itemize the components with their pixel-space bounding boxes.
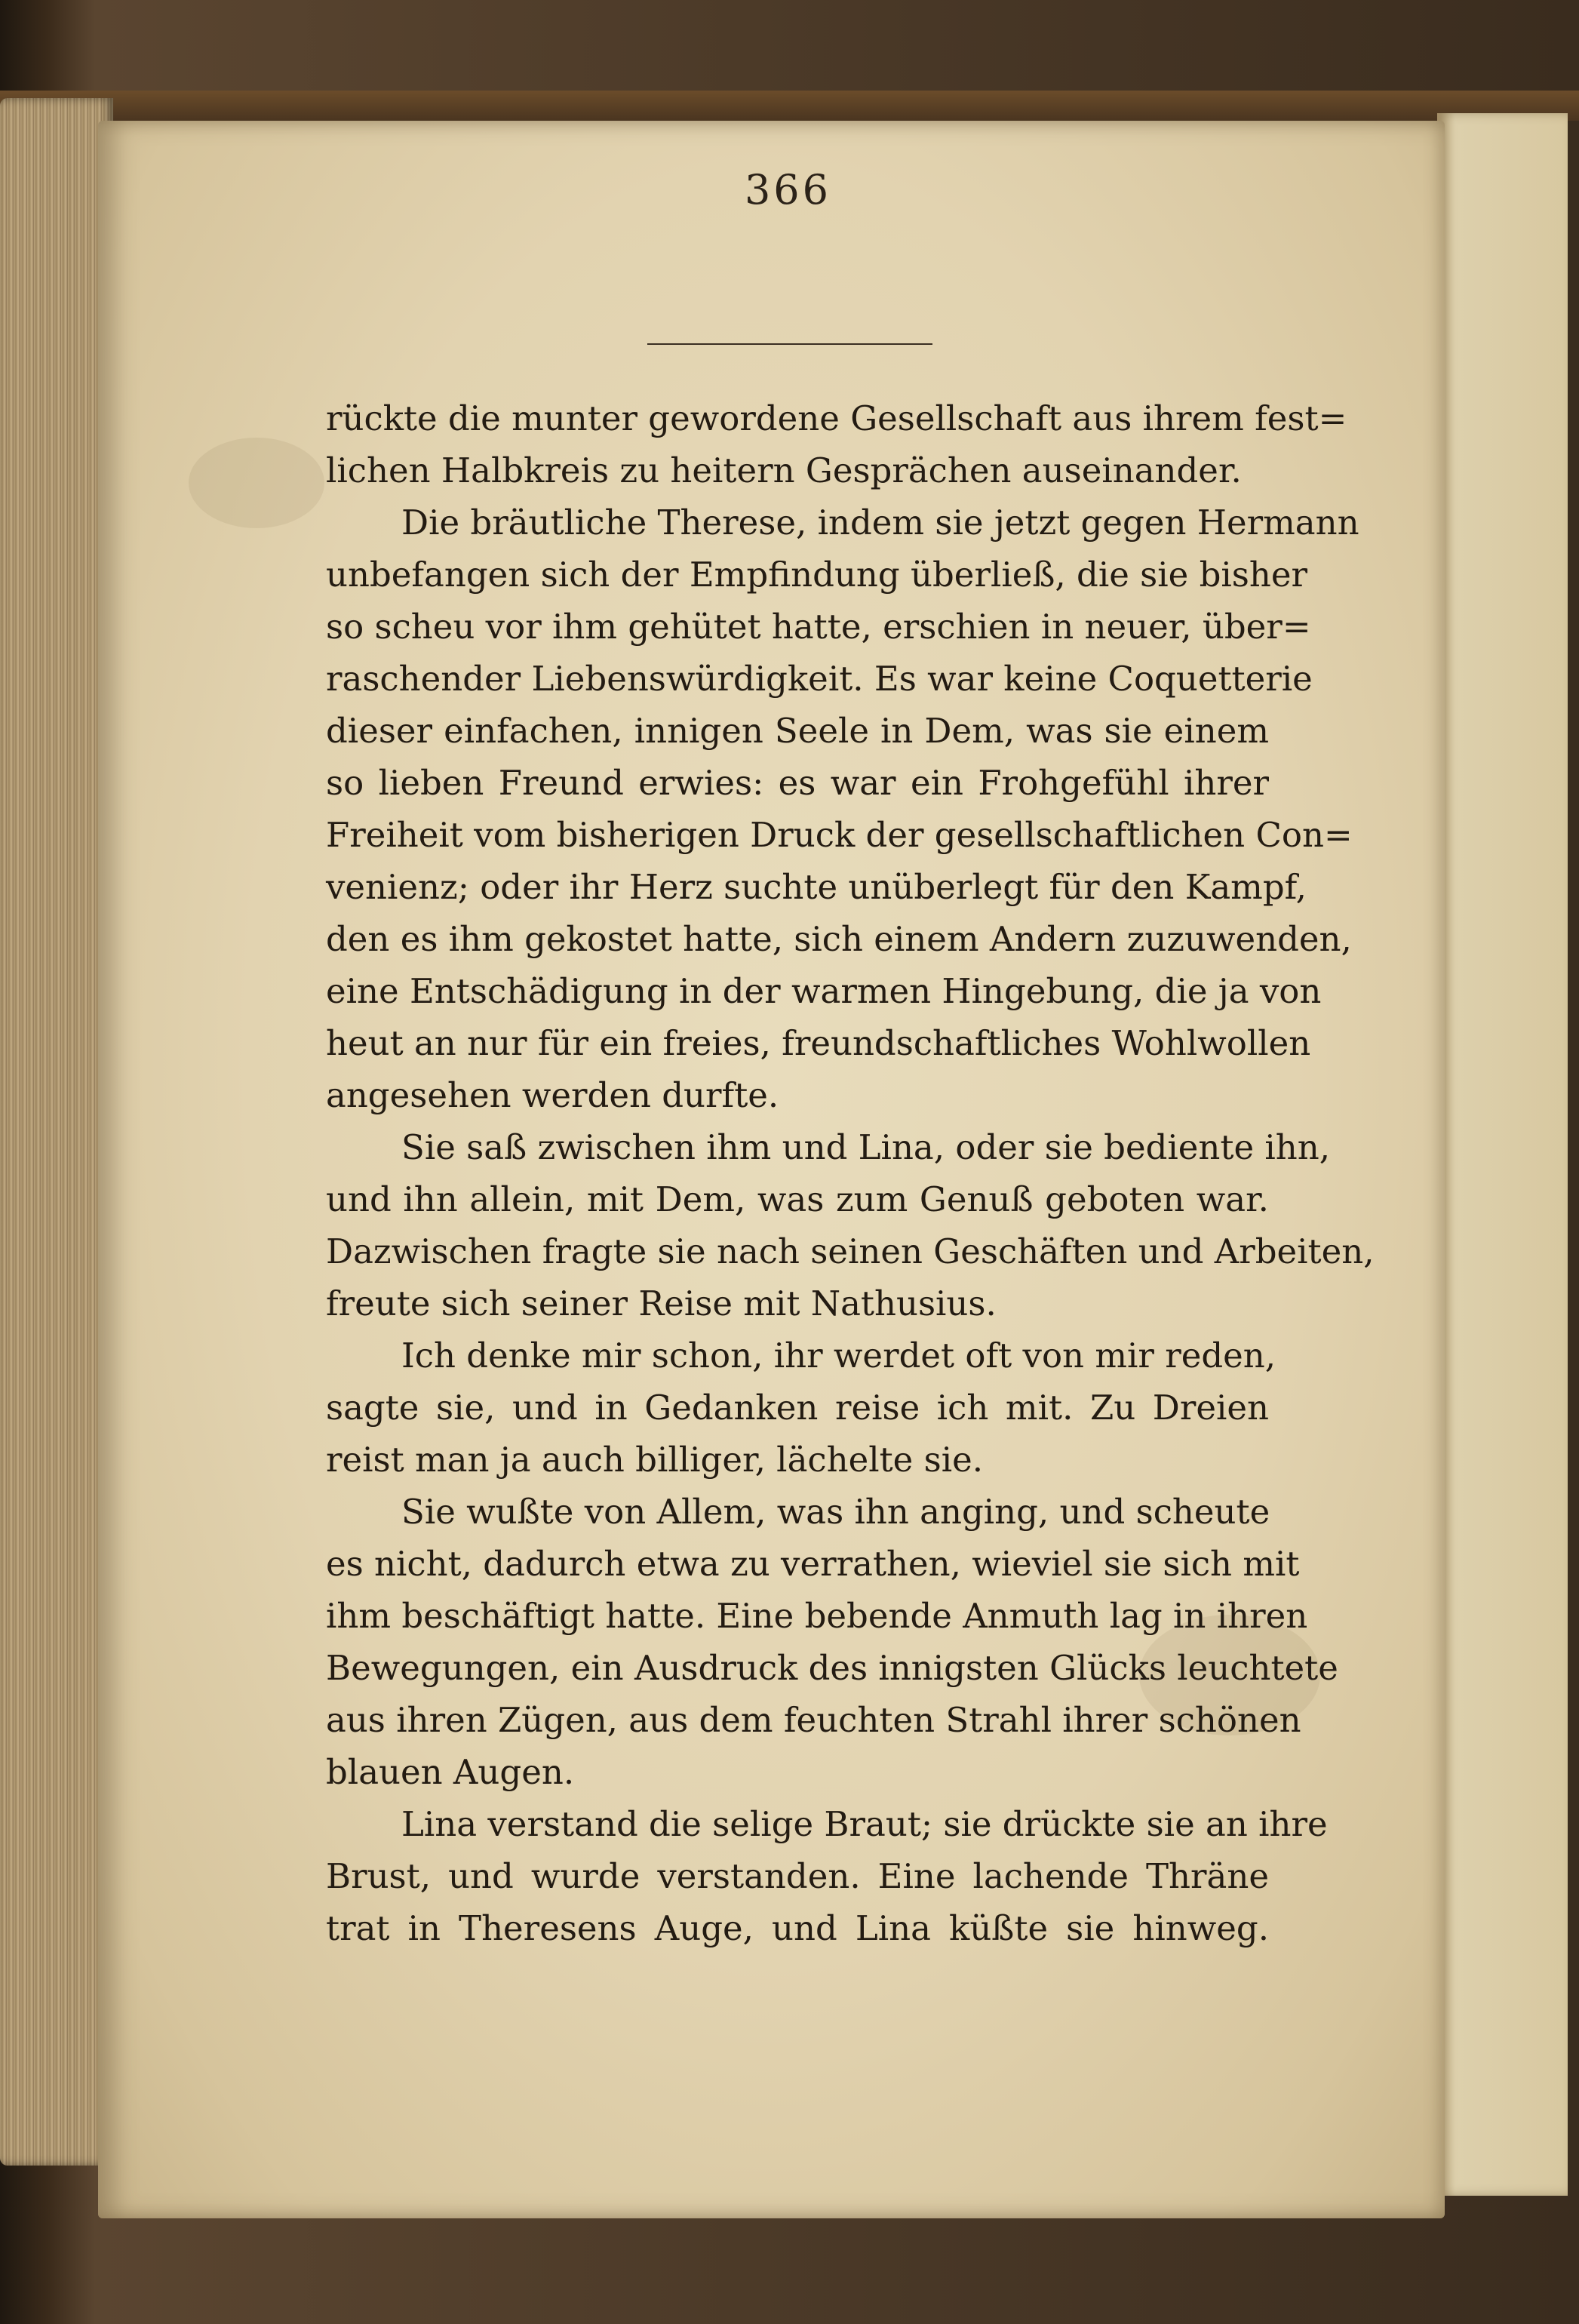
text-line: Brust, und wurde verstanden. Eine lachende Thräne bbox=[326, 1856, 1269, 1896]
text-line: es nicht, dadurch etwa zu verrathen, wieviel sie sich mit bbox=[326, 1544, 1300, 1584]
text-line: Dazwischen fragte sie nach seinen Geschäften und Arbeiten, bbox=[326, 1231, 1375, 1271]
header-rule bbox=[647, 343, 932, 345]
text-line: lichen Halbkreis zu heitern Gesprächen auseinander. bbox=[326, 450, 1242, 490]
text-line: blauen Augen. bbox=[326, 1752, 575, 1792]
text-line: Sie saß zwischen ihm und Lina, oder sie bediente ihn, bbox=[401, 1127, 1331, 1167]
facing-page bbox=[1437, 113, 1568, 2196]
text-line: Freiheit vom bisherigen Druck der gesellschaftlichen Con= bbox=[326, 815, 1353, 855]
text-line: so scheu vor ihm gehütet hatte, erschien in neuer, über= bbox=[326, 607, 1311, 647]
text-line: ihm beschäftigt hatte. Eine bebende Anmuth lag in ihren bbox=[326, 1596, 1308, 1636]
text-line: trat in Theresens Auge, und Lina küßte sie hinweg. bbox=[326, 1908, 1269, 1948]
text-line: den es ihm gekostet hatte, sich einem Andern zuzuwenden, bbox=[326, 919, 1352, 959]
text-line: Sie wußte von Allem, was ihn anging, und scheute bbox=[401, 1492, 1270, 1532]
text-line: so lieben Freund erwies: es war ein Frohgefühl ihrer bbox=[326, 763, 1269, 803]
text-line: dieser einfachen, innigen Seele in Dem, was sie einem bbox=[326, 711, 1269, 751]
text-line: freute sich seiner Reise mit Nathusius. bbox=[326, 1283, 997, 1323]
text-line: heut an nur für ein freies, freundschaftliches Wohlwollen bbox=[326, 1023, 1311, 1063]
text-line: eine Entschädigung in der warmen Hingebung, die ja von bbox=[326, 971, 1322, 1011]
page-block-edge bbox=[0, 98, 113, 2166]
text-line: aus ihren Zügen, aus dem feuchten Strahl ihrer schönen bbox=[326, 1700, 1301, 1740]
paper-stain bbox=[189, 438, 324, 528]
text-line: und ihn allein, mit Dem, was zum Genuß geboten war. bbox=[326, 1179, 1269, 1219]
text-line: angesehen werden durfte. bbox=[326, 1075, 779, 1115]
body-text bbox=[326, 392, 1375, 1954]
text-line: venienz; oder ihr Herz suchte unüberlegt für den Kampf, bbox=[326, 867, 1307, 907]
text-line: Lina verstand die selige Braut; sie drückte sie an ihre bbox=[401, 1804, 1328, 1844]
text-line: rückte die munter gewordene Gesellschaft aus ihrem fest= bbox=[326, 398, 1347, 438]
page-number: 366 bbox=[744, 166, 832, 214]
text-line: Die bräutliche Therese, indem sie jetzt gegen Hermann bbox=[401, 503, 1359, 543]
text-line: reist man ja auch billiger, lächelte sie. bbox=[326, 1440, 984, 1480]
text-line: sagte sie, und in Gedanken reise ich mit. Zu Dreien bbox=[326, 1388, 1269, 1428]
text-line: unbefangen sich der Empfindung überließ, die sie bisher bbox=[326, 555, 1308, 595]
text-line: raschender Liebenswürdigkeit. Es war keine Coquetterie bbox=[326, 659, 1313, 699]
text-line: Ich denke mir schon, ihr werdet oft von mir reden, bbox=[401, 1336, 1276, 1376]
book-cover-edge bbox=[0, 91, 1579, 121]
text-line: Bewegungen, ein Ausdruck des innigsten Glücks leuchtete bbox=[326, 1648, 1338, 1688]
